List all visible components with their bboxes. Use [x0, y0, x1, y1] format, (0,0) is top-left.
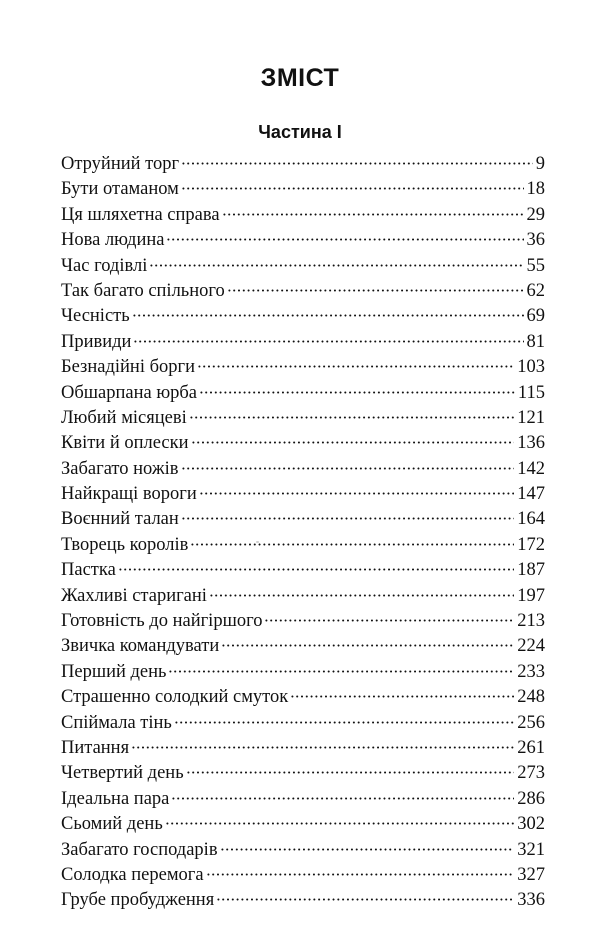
toc-entry-title: Пастка	[61, 560, 116, 581]
toc-entry-page-number: 121	[517, 407, 545, 428]
toc-entry	[61, 761, 545, 786]
toc-entry-page-number: 248	[517, 687, 545, 708]
dot-leader	[149, 264, 523, 267]
toc-entry	[61, 203, 545, 228]
toc-entry-title: Солодка перемога	[61, 864, 204, 885]
toc-entry	[61, 838, 545, 863]
toc-entry-title: Квіти й оплески	[61, 433, 189, 454]
dot-leader	[191, 441, 515, 444]
toc-entry-page-number: 273	[517, 763, 545, 784]
dot-leader	[221, 644, 514, 647]
toc-entry	[61, 279, 545, 304]
dot-leader	[132, 314, 524, 317]
toc-entry-page-number: 142	[517, 458, 545, 479]
toc-entry-page-number: 197	[517, 585, 545, 606]
dot-leader	[181, 187, 524, 190]
toc-entry-title: Так багато спільного	[61, 280, 225, 301]
toc-entry-title: Жахливі старигані	[61, 585, 207, 606]
toc-entry	[61, 711, 545, 736]
toc-entry-title: Готовність до найгіршого	[61, 611, 263, 632]
toc-entry-page-number: 29	[526, 204, 545, 225]
toc-entry	[61, 304, 545, 329]
toc-entry-title: Сьомий день	[61, 814, 163, 835]
toc-entry-page-number: 36	[526, 230, 545, 251]
dot-leader	[199, 391, 515, 394]
dot-leader	[166, 238, 523, 241]
toc-entry	[61, 355, 545, 380]
dot-leader	[181, 162, 533, 165]
dot-leader	[199, 492, 514, 495]
toc-heading: ЗМІСТ	[260, 64, 340, 92]
toc-entry-page-number: 18	[526, 179, 545, 200]
toc-entry	[61, 254, 545, 279]
toc-entry	[61, 330, 545, 355]
toc-entry	[61, 228, 545, 253]
toc-entry	[61, 431, 545, 456]
toc-entry-title: Чесність	[61, 306, 130, 327]
toc-entry	[61, 381, 545, 406]
toc-entry-title: Забагато господарів	[61, 839, 218, 860]
toc-entry-page-number: 286	[517, 788, 545, 809]
toc-entry-title: Час годівлі	[61, 255, 148, 276]
toc-entry-title: Безнадійні борги	[61, 357, 195, 378]
toc-entry-page-number: 336	[517, 890, 545, 911]
toc-entry-page-number: 224	[517, 636, 545, 657]
toc-entry-page-number: 55	[526, 255, 545, 276]
toc-entry	[61, 863, 545, 888]
toc-entry-page-number: 115	[517, 382, 545, 403]
toc-entry-title: Бути отаманом	[61, 179, 179, 200]
dot-leader	[171, 797, 514, 800]
dot-leader	[165, 822, 514, 825]
toc-list	[61, 152, 545, 914]
toc-entry	[61, 507, 545, 532]
toc-entry	[61, 660, 545, 685]
dot-leader	[118, 568, 514, 571]
toc-entry	[61, 609, 545, 634]
toc-entry-title: Любий місяцеві	[61, 407, 187, 428]
dot-leader	[206, 873, 515, 876]
dot-leader	[133, 340, 523, 343]
toc-entry-title: Нова людина	[61, 230, 165, 251]
toc-entry-page-number: 321	[517, 839, 545, 860]
toc-entry-title: Найкращі вороги	[61, 484, 197, 505]
toc-entry-page-number: 213	[517, 611, 545, 632]
toc-entry-title: Привиди	[61, 331, 132, 352]
toc-entry-page-number: 81	[526, 331, 545, 352]
toc-entry-page-number: 302	[517, 814, 545, 835]
toc-entry-page-number: 327	[517, 864, 545, 885]
dot-leader	[174, 721, 514, 724]
toc-entry	[61, 177, 545, 202]
toc-entry	[61, 634, 545, 659]
toc-entry-title: Воєнний талан	[61, 509, 179, 530]
dot-leader	[197, 365, 514, 368]
toc-entry	[61, 584, 545, 609]
toc-entry-title: Четвертий день	[61, 763, 184, 784]
dot-leader	[181, 517, 514, 520]
dot-leader	[186, 771, 515, 774]
toc-entry	[61, 482, 545, 507]
toc-entry-title: Ця шляхетна справа	[61, 204, 220, 225]
toc-entry-page-number: 187	[517, 560, 545, 581]
toc-entry-title: Питання	[61, 737, 130, 758]
toc-entry-title: Страшенно солодкий смуток	[61, 687, 289, 708]
toc-entry	[61, 406, 545, 431]
toc-entry	[61, 558, 545, 583]
toc-entry	[61, 812, 545, 837]
dot-leader	[264, 619, 514, 622]
toc-entry-page-number: 147	[517, 484, 545, 505]
dot-leader	[216, 898, 514, 901]
toc-entry-title: Грубе пробудження	[61, 890, 215, 911]
dot-leader	[220, 848, 515, 851]
toc-entry	[61, 533, 545, 558]
toc-entry-title: Звичка командувати	[61, 636, 220, 657]
dot-leader	[168, 670, 514, 673]
toc-entry-page-number: 69	[526, 306, 545, 327]
toc-entry-page-number: 172	[517, 534, 545, 555]
dot-leader	[189, 416, 514, 419]
dot-leader	[222, 213, 524, 216]
toc-entry-page-number: 9	[535, 154, 545, 174]
toc-entry-title: Ідеальна пара	[61, 788, 170, 809]
dot-leader	[227, 289, 524, 292]
dot-leader	[131, 746, 514, 749]
dot-leader	[190, 543, 514, 546]
toc-entry	[61, 152, 545, 177]
toc-entry-title: Творець королів	[61, 534, 189, 555]
toc-entry-page-number: 103	[517, 357, 545, 378]
toc-entry	[61, 888, 545, 913]
toc-entry	[61, 787, 545, 812]
toc-entry-page-number: 164	[517, 509, 545, 530]
toc-entry	[61, 457, 545, 482]
part-heading: Частина І	[258, 122, 342, 142]
toc-entry-page-number: 136	[517, 433, 545, 454]
toc-entry-title: Обшарпана юрба	[61, 382, 198, 403]
toc-entry-title: Спіймала тінь	[61, 712, 172, 733]
toc-entry-title: Забагато ножів	[61, 458, 179, 479]
toc-entry-page-number: 261	[517, 737, 545, 758]
toc-entry	[61, 685, 545, 710]
toc-entry-page-number: 233	[517, 661, 545, 682]
dot-leader	[209, 594, 514, 597]
toc-entry	[61, 736, 545, 761]
dot-leader	[181, 467, 515, 470]
scan-speck	[256, 541, 259, 543]
toc-entry-title: Отруйний торг	[61, 154, 180, 174]
toc-entry-title: Перший день	[61, 661, 167, 682]
dot-leader	[290, 695, 514, 698]
toc-entry-page-number: 62	[526, 280, 545, 301]
toc-entry-page-number: 256	[517, 712, 545, 733]
